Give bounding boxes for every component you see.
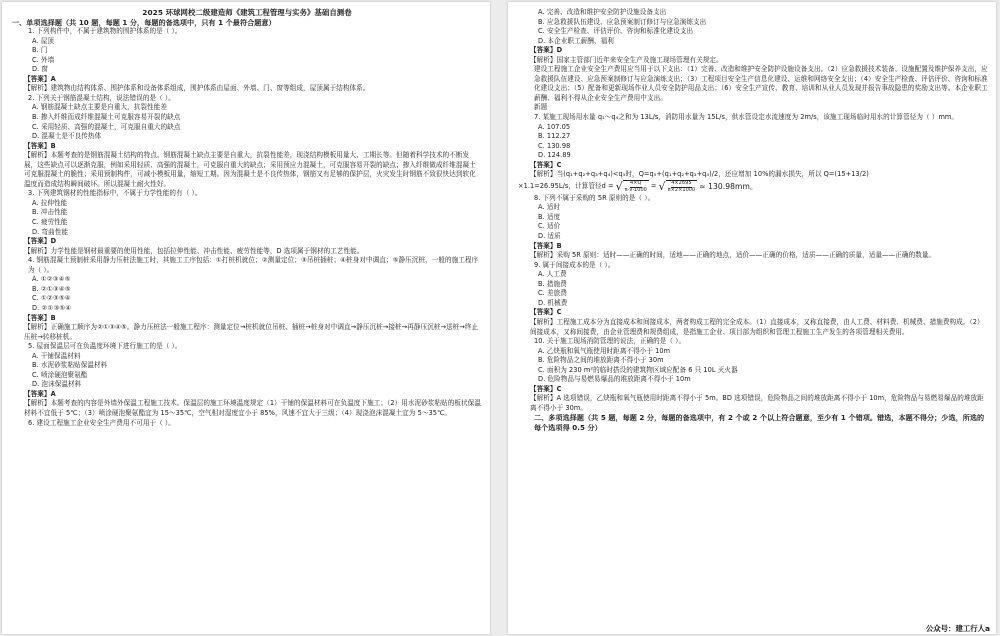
q2-option-d: D. 混凝土是不良传热体 [32, 132, 102, 141]
q3-answer: 【答案】D [24, 237, 57, 246]
q5-analysis: 【解析】本题考查的内容是外墙外保温工程施工技术。保温层的施工环境温度规定（1）干铺的保温材料可在负温度下施工；（2）用水泥砂浆粘贴的板状保温材料不宜低于 5℃；（3）喷涂硬泡聚氨酯宜为 15～35℃，空气相对湿度宜小于 85%，风速不宜大于三级；（4）现浇泡沫混凝土宜为 5～35℃。 [24, 399, 481, 417]
q9-answer: 【答案】C [530, 308, 562, 317]
q7-option-b: B. 112.27 [538, 132, 571, 141]
q7-option-a: A. 107.05 [538, 122, 571, 131]
q1-option-c: C. 外墙 [32, 55, 55, 64]
q10-option-b: B. 危险物品之间的堆放距离不得小于 30m [538, 356, 664, 365]
equals-sign: = [650, 182, 657, 191]
q3-option-c: C. 疲劳性能 [32, 218, 68, 227]
q8-option-a: A. 适时 [538, 203, 561, 212]
q9-option-d: D. 机械费 [538, 298, 568, 307]
sqrt-icon: √ [658, 180, 666, 194]
section-single-choice: 一、单项选择题（共 10 题，每题 1 分，每题的备选项中，只有 1 个最符合题意） [12, 17, 276, 27]
q2-option-c: C. 采用轻质、高强的混凝土，可克服自重大的缺点 [32, 122, 181, 131]
section-multiple-choice: 二、多项选择题（共 5 题，每题 2 分，每题的备选项中，有 2 个或 2 个以上符合题意，至少有 1 个错项。错选，本题不得分；少选，所选的每个选项得 0.5 分） [534, 413, 985, 432]
q4-option-a: A. ①②③④⑤ [32, 275, 71, 284]
q10-option-a: A. 乙炔瓶和氧气瓶使用时距离不得小于 10m [538, 346, 671, 355]
fraction-2 [666, 180, 698, 193]
q6-analysis-head: 【解析】国家主管部门近年来安全生产及施工现场管理有关规定。 [530, 55, 723, 64]
q2-answer: 【答案】B [24, 141, 56, 150]
footer-watermark: 公众号：建工行人a [922, 623, 994, 634]
q1-option-d: D. 窗 [32, 65, 49, 74]
q2-analysis: 【解析】本题考查的是钢筋混凝土结构的特点。钢筋混凝土缺点主要是自重大，抗裂性能差，现浇结构模板用量大、工期长等。但随着科学技术的不断发展，这些缺点可以逐渐克服，例如采用轻质、高强的混凝土，可克服自重大的缺点；采用预应力混凝土，可克服容易开裂的缺点；掺入纤维做成纤维混凝土可克服混凝土的脆性；采用预制构件，可减小模板用量，缩短工期。因为混凝土是不良传热体，钢筋又有足够的保护层，火灾发生时钢筋不致很快达到软化温度而造成结构瞬间破坏。所以混凝土耐火性好。 [24, 151, 476, 188]
q6-option-c: C. 安全生产检查、评估评价、咨询和标准化建设支出 [538, 27, 694, 36]
q6-option-d: D. 本企业职工薪酬、福利 [538, 36, 614, 45]
q6-new-tag: 新题 [534, 103, 548, 112]
question-3: 3. 下列建筑钢材的性能指标中，不属于力学性能的有（ ）。 [28, 189, 202, 198]
fraction-1-den: π·v·1000 [624, 186, 647, 193]
question-5: 5. 屋面保温层可在负温度环境下进行施工的是（ ）。 [28, 342, 182, 351]
sqrt-1 [616, 180, 649, 193]
q10-option-c: C. 面积为 230 m²的临时搭设的建筑物区域应配备 6 只 10L 灭火器 [538, 365, 738, 374]
q10-analysis: 【解析】A 选项错误，乙炔瓶和氧气瓶使用时距离不得小于 5m。BD 选项错误，危险物品之间的堆放距离不得小于 10m，危险物品与易燃易爆品的堆放距离不得小于 30m。 [530, 394, 984, 412]
q9-analysis: 【解析】工程施工成本分为直接成本和间接成本，两者构成工程的完全成本。（1）直接成本，又称直接费，由人工费、材料费、机械费、措施费构成。（2）间接成本，又称间接费，由企业管理费和规费组成，是指施工企业、项目部为组织和管理工程施工生产发生的各项管理相关费用。 [530, 317, 984, 336]
q8-option-d: D. 适质 [538, 232, 561, 241]
fraction-2-den: π×2×1000 [667, 186, 696, 193]
q1-option-a: A. 屋顶 [32, 36, 55, 45]
q9-option-a: A. 人工费 [538, 270, 567, 279]
q5-option-c: C. 喷涂硬泡聚氨酯 [32, 370, 88, 379]
q3-option-b: B. 冲击性能 [32, 208, 68, 217]
q3-option-a: A. 拉伸性能 [32, 198, 68, 207]
q6-option-a: A. 完善、改造和维护安全防护设施设备支出 [538, 8, 667, 16]
q7-formula-prefix: ×1.1=26.95L/s，计算管径d = [518, 182, 614, 191]
question-7: 7. 某施工现场用水量 q₁～q₄之和为 13L/s，消防用水量为 15L/s，供水管设定水流速度为 2m/s，该施工现场临时用水的计算管径为（ ）mm。 [534, 113, 959, 122]
q10-option-d: D. 危险物品与易燃易爆品的堆放距离不得小于 10m [538, 375, 691, 384]
question-10: 10. 关于施工现场消防管理的说法，正确的是（ ）。 [534, 337, 686, 346]
q1-analysis: 【解析】建筑物由结构体系、围护体系和设备体系组成，围护体系由屋面、外墙、门、窗等组成，屋顶属于结构体系。 [24, 84, 370, 93]
q9-option-c: C. 差旅费 [538, 289, 567, 298]
q7-result: ≈ 130.98mm。 [699, 182, 758, 192]
question-2: 2. 下列关于钢筋混凝土结构，说法错误的是（ ）。 [28, 93, 175, 102]
question-4: 4. 钢筋混凝土预制桩采用静力压桩法施工时，其施工工序包括：①打桩机就位；②测量定位；③吊桩插桩；④桩身对中调直；⑤静压沉桩，一般的施工程序为（ ）。 [28, 256, 479, 274]
q3-analysis: 【解析】力学性能是钢材最重要的使用性能，包括拉伸性能、冲击性能、疲劳性能等，D 选项属于钢材的工艺性能。 [24, 246, 364, 255]
q8-option-b: B. 适度 [538, 212, 561, 221]
question-8: 8. 下列不属于采购的 5R 原则的是（ ）。 [534, 193, 655, 202]
q3-option-d: D. 弯曲性能 [32, 227, 68, 236]
fraction-1 [623, 180, 649, 193]
q6-answer: 【答案】D [530, 46, 563, 55]
q2-option-a: A. 钢筋混凝土缺点主要是自重大，抗裂性能差 [32, 103, 167, 112]
q7-option-d: D. 124.89 [538, 151, 571, 160]
q4-option-d: D. ②①③⑤④ [32, 303, 72, 312]
q6-analysis: 建设工程施工企业安全生产费用应当用于以下支出：（1）完善、改造和维护安全防护设施设备支出。（2）应急救援技术装备、设施配置及维护保养支出，应急救援队伍建设、应急预案制修订与应急演练支出；（3）工程项目安全生产信息化建设、运维和网络安全支出；（4）安全生产检查、评估评价、咨询和标准化建设支出；（5）配备和更新现场作业人员安全防护用品支出；（6）安全生产宣传、教育、培训和从业人员发现并报告事故隐患的奖励支出等。本企业职工薪酬、福利不得从企业安全生产费用中支出。 [534, 65, 988, 102]
question-6: 6. 建设工程施工企业安全生产费用不可用于（ ）。 [28, 418, 175, 427]
q4-option-c: C. ①②③⑤④ [32, 294, 71, 303]
q7-option-c: C. 130.98 [538, 141, 571, 150]
q5-answer: 【答案】A [24, 389, 56, 398]
q4-analysis: 【解析】正确施工顺序为②①③④⑤。静力压桩法一般施工程序：测量定位→桩机就位吊桩、插桩→桩身对中调直→静压沉桩→接桩→再静压沉桩→送桩→终止压桩→转移桩机。 [24, 323, 479, 341]
sqrt-2 [659, 180, 698, 193]
page-title: 2025 环球网校二级建造师《建筑工程管理与实务》基础自测卷 [142, 8, 352, 17]
q8-option-c: C. 适价 [538, 222, 561, 231]
q5-option-d: D. 泡沫保温材料 [32, 380, 82, 389]
fraction-2-num: 4×2695 [671, 180, 692, 187]
q1-option-b: B. 门 [32, 46, 48, 55]
q8-analysis: 【解析】采购 5R 原则：适时——正确的时间，适地——正确的地点，适价——正确的价格，适质——正确的质量，适量——正确的数量。 [530, 251, 936, 260]
fraction-1-num: 4×Q [630, 180, 642, 187]
q4-option-b: B. ②①③④⑤ [32, 284, 71, 293]
q5-option-a: A. 干铺保温材料 [32, 351, 81, 360]
q2-option-b: B. 掺入纤维而成纤维混凝土可克服容易开裂的缺点 [32, 113, 181, 122]
q7-analysis-line1: 【解析】当(q₁+q₂+q₃+q₄)<q₅时，Q=q₅+(q₁+q₂+q₃+q₄)/2，还应增加 10%的漏水损失，所以 Q=(15+13/2) [530, 170, 869, 179]
q5-option-b: B. 水泥砂浆粘贴保温材料 [32, 361, 108, 370]
left-page [2, 2, 490, 634]
q7-answer: 【答案】C [530, 160, 562, 169]
q8-answer: 【答案】B [530, 241, 562, 250]
right-page [508, 2, 996, 634]
q10-answer: 【答案】C [530, 384, 562, 393]
q1-answer: 【答案】A [24, 74, 56, 83]
question-9: 9. 属于间接成本的是（ ）。 [534, 260, 615, 269]
q7-formula [518, 180, 988, 194]
question-1: 1. 下列构件中，不属于建筑物的围护体系的是（ ）。 [28, 27, 182, 36]
q9-option-b: B. 措施费 [538, 279, 567, 288]
sqrt-icon: √ [615, 180, 623, 194]
q4-answer: 【答案】B [24, 313, 56, 322]
q6-option-b: B. 应急救援队伍建设、应急预案制订修订与应急演练支出 [538, 17, 707, 26]
